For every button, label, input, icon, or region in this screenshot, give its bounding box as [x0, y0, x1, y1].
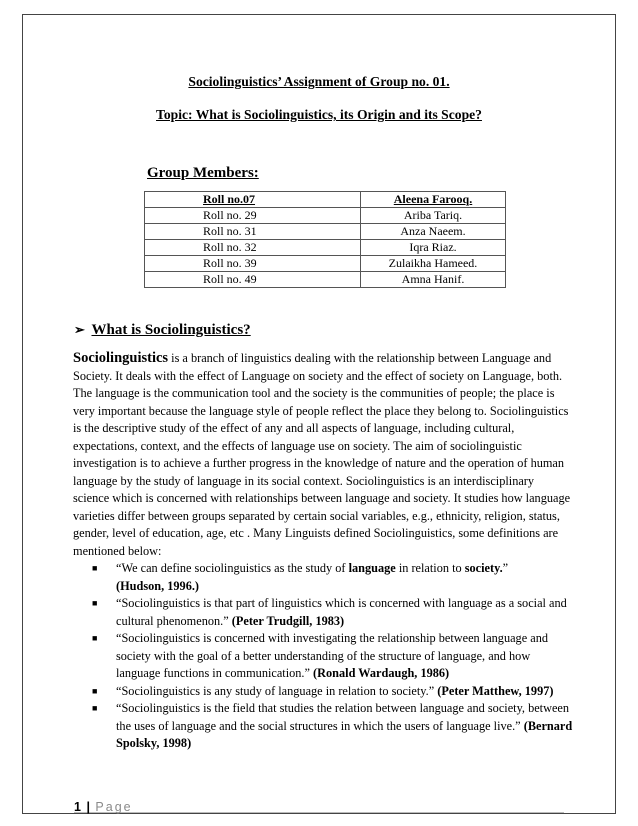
group-members-heading: Group Members: — [147, 165, 259, 181]
table-row — [145, 272, 506, 288]
quote-citation: (Peter Matthew, 1997) — [437, 683, 554, 698]
definitions-list — [73, 560, 573, 753]
name-cell: Ariba Tariq. — [361, 208, 506, 224]
topic-title: Topic: What is Sociolinguistics, its Origin and its Scope? — [156, 107, 482, 122]
quote-text: “Sociolinguistics is concerned with investigating the relationship between language and society with the goal of a better understanding of the structure of language, and how language functions in communication.” — [116, 631, 548, 681]
name-cell: Aleena Farooq. — [361, 192, 506, 208]
name-cell: Anza Naeem. — [361, 224, 506, 240]
square-bullet-icon: ■ — [92, 685, 98, 696]
quote-text: “We can define sociolinguistics as the study of — [116, 561, 349, 575]
quote-text: “Sociolinguistics is that part of linguistics which is concerned with language as a social and cultural phenomenon.” — [116, 596, 567, 628]
page-label: Page — [95, 800, 133, 814]
section-heading — [74, 322, 251, 339]
page-number: 1 — [74, 800, 81, 814]
roll-cell: Roll no. 29 — [145, 208, 361, 224]
quote-citation: (Ronald Wardaugh, 1986) — [313, 666, 450, 681]
roll-cell: Roll no.07 — [145, 192, 361, 208]
table-row — [145, 240, 506, 256]
arrow-bullet-icon: ➢ — [74, 322, 85, 337]
quote-text: ” — [502, 561, 509, 575]
name-cell: Iqra Riaz. — [361, 240, 506, 256]
table-row — [145, 256, 506, 272]
roll-cell: Roll no. 49 — [145, 272, 361, 288]
list-item — [73, 683, 573, 701]
members-table — [144, 191, 506, 288]
quote-citation: (Hudson, 1996.) — [116, 578, 200, 593]
list-item — [73, 630, 573, 683]
name-cell: Zulaikha Hameed. — [361, 256, 506, 272]
footer-separator: | — [86, 800, 90, 814]
table-row — [145, 208, 506, 224]
lead-term: Sociolinguistics — [73, 350, 169, 366]
roll-cell: Roll no. 32 — [145, 240, 361, 256]
square-bullet-icon: ■ — [92, 703, 98, 714]
quote-bold: language — [348, 561, 396, 575]
list-item — [73, 700, 573, 753]
assignment-title: Sociolinguistics’ Assignment of Group no. 01. — [188, 74, 450, 89]
list-item — [73, 595, 573, 630]
quote-bold: society. — [464, 561, 503, 575]
footer-divider — [74, 812, 564, 813]
quote-citation: (Peter Trudgill, 1983) — [231, 613, 345, 628]
name-cell: Amna Hanif. — [361, 272, 506, 288]
section-heading-text: What is Sociolinguistics? — [91, 322, 251, 338]
roll-cell: Roll no. 39 — [145, 256, 361, 272]
quote-citation: (Bernard Spolsky, 1998) — [116, 718, 573, 751]
paragraph-body: is a branch of linguistics dealing with the relationship between Language and Society. It deals with the effect of Language on society and the effect of society on Language, both. The language is the communication tool and the society is the communities of people; the place is very important because the language style of people reflect the place they belong to. Sociolinguistics is the descriptive study of the effect of any and all aspects of language, including cultural, expectations, context, and the effects of language use on society. The aim of sociolinguistic investigation is to achieve a further progress in the knowledge of nature and the operation of human language by the study of language in its social context. Sociolinguistics is an interdisciplinary science which is concerned with relationships between language and society. It studies how language varieties differ between groups separated by certain social variables, e.g., ethnicity, religion, status, gender, level of education, age, etc . Many Linguists defined Sociolinguistics, some definitions are mentioned below: — [73, 351, 571, 559]
square-bullet-icon: ■ — [92, 598, 98, 609]
quote-text: “Sociolinguistics is any study of language in relation to society.” — [116, 683, 438, 698]
page-footer — [74, 800, 133, 814]
intro-paragraph — [73, 350, 573, 561]
table-row — [145, 224, 506, 240]
list-item — [73, 560, 573, 595]
roll-cell: Roll no. 31 — [145, 224, 361, 240]
table-row — [145, 192, 506, 208]
quote-text: in relation to — [395, 561, 465, 575]
square-bullet-icon: ■ — [92, 633, 98, 644]
quote-text: “Sociolinguistics is the field that studies the relation between language and society, between the uses of language and the social structures in which the users of language live.” — [116, 701, 570, 733]
square-bullet-icon: ■ — [92, 563, 98, 573]
